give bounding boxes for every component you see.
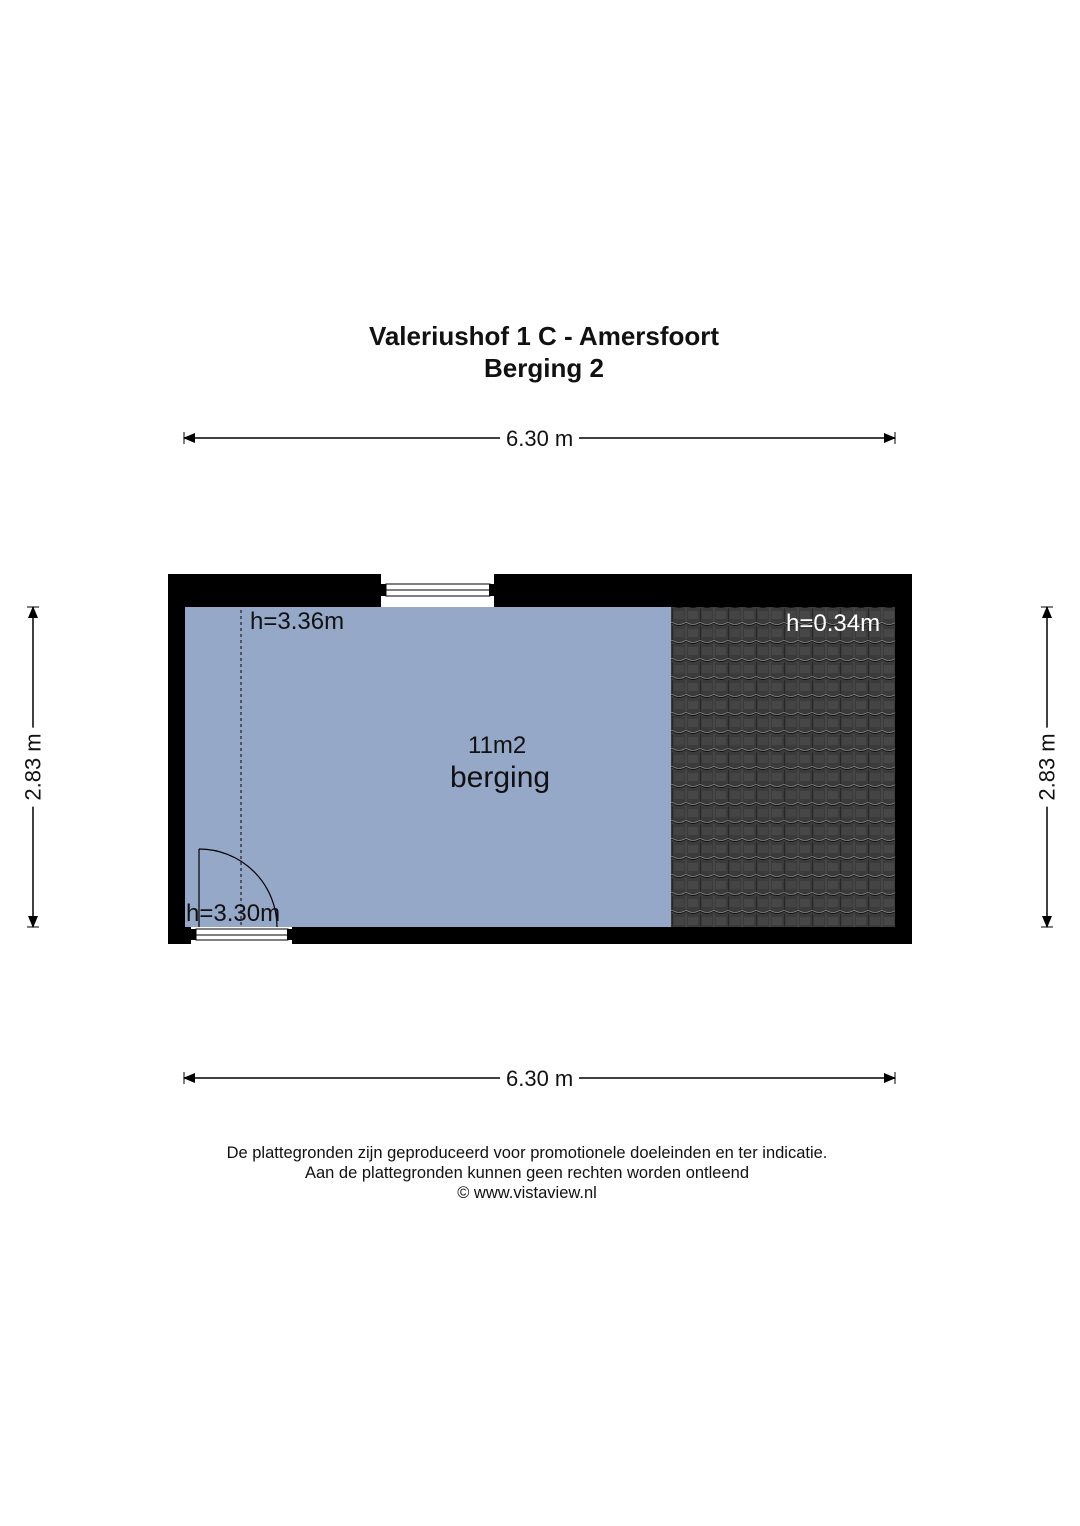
plan-title: Valeriushof 1 C - Amersfoort bbox=[368, 321, 720, 351]
room-floor bbox=[185, 607, 671, 927]
dimension-left-label: 2.83 m bbox=[22, 727, 46, 806]
room-name: berging bbox=[450, 761, 551, 794]
height-label-roof: h=0.34m bbox=[786, 610, 881, 637]
height-label-top-left: h=3.36m bbox=[250, 608, 345, 635]
dimension-top-label: 6.30 m bbox=[500, 427, 579, 451]
height-label-bottom-left: h=3.30m bbox=[186, 900, 281, 927]
roof-tiles bbox=[671, 607, 895, 927]
copyright-line: © www.vistaview.nl bbox=[457, 1184, 597, 1202]
door-bottom bbox=[191, 927, 292, 944]
room-area: 11m2 bbox=[468, 732, 527, 759]
window-top bbox=[381, 574, 494, 607]
dimension-right-label: 2.83 m bbox=[1036, 727, 1060, 806]
disclaimer-line-1: De plattegronden zijn geproduceerd voor promotionele doeleinden en ter indicatie. bbox=[226, 1144, 828, 1162]
disclaimer-line-2: Aan de plattegronden kunnen geen rechten worden ontleend bbox=[304, 1164, 750, 1182]
plan-subtitle: Berging 2 bbox=[484, 353, 604, 383]
dimension-bottom-label: 6.30 m bbox=[500, 1067, 579, 1091]
